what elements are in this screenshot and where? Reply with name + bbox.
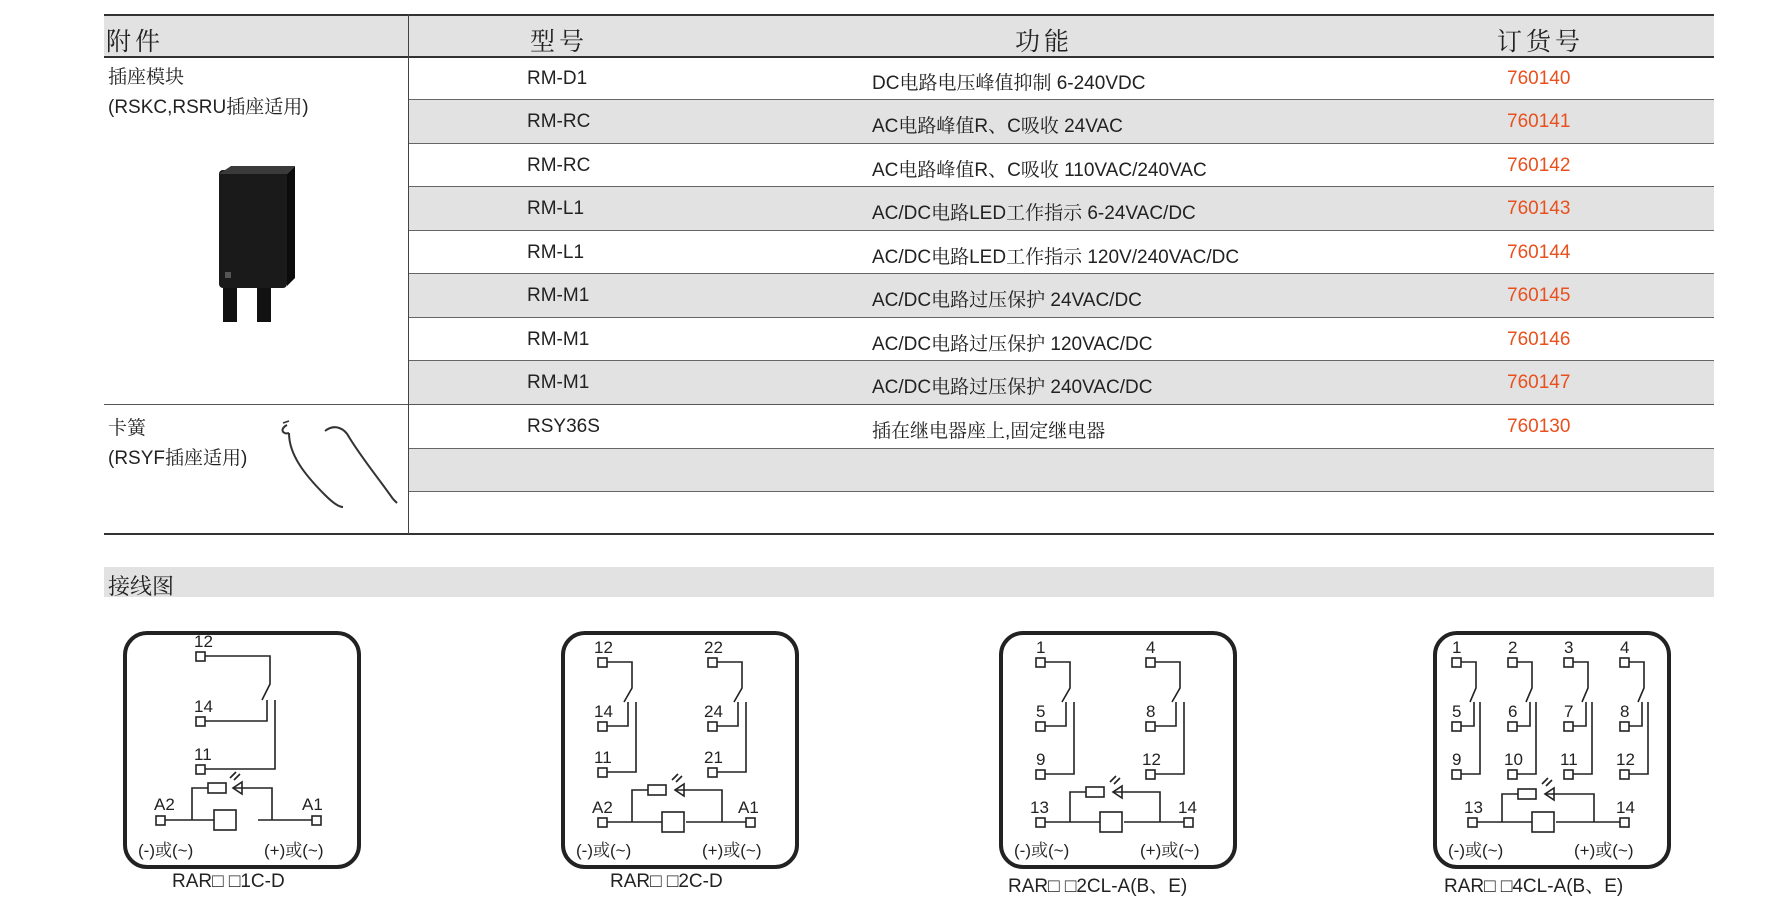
function-cell: DC电路电压峰值抑制 6-240VDC xyxy=(872,73,1146,94)
pin-label: 12 xyxy=(194,632,213,651)
function-cell: AC/DC电路LED工作指示 120V/240VAC/DC xyxy=(872,247,1240,268)
header-accessory: 附件 xyxy=(106,28,165,56)
pin-label: 13 xyxy=(1030,798,1049,817)
order-number-cell: 760145 xyxy=(1507,285,1571,306)
polarity-left: (-)或(~) xyxy=(576,841,632,860)
pin-label: 9 xyxy=(1452,750,1462,769)
pin-label: 12 xyxy=(1616,750,1635,769)
polarity-left: (-)或(~) xyxy=(1448,841,1504,860)
pin-label: 11 xyxy=(594,748,612,767)
order-number-cell: 760130 xyxy=(1507,416,1571,437)
model-cell: RM-M1 xyxy=(527,372,590,393)
header-model: 型号 xyxy=(530,28,589,56)
group-name-clip: 卡簧 xyxy=(108,418,147,439)
pin-label: 11 xyxy=(194,745,212,764)
header-function: 功能 xyxy=(1015,28,1074,56)
pin-label: A1 xyxy=(738,798,759,817)
order-number-cell: 760144 xyxy=(1507,242,1571,263)
polarity-left: (-)或(~) xyxy=(138,841,194,860)
wiring-diagram-4cl xyxy=(1432,630,1672,870)
function-cell: AC/DC电路过压保护 24VAC/DC xyxy=(872,290,1142,311)
function-cell: AC电路峰值R、C吸收 24VAC xyxy=(872,116,1123,137)
pin-label: 3 xyxy=(1564,638,1574,657)
retaining-clip-image xyxy=(275,415,405,515)
model-cell: RM-M1 xyxy=(527,329,590,350)
diagram-caption: RAR□ □2C-D xyxy=(610,871,723,892)
pin-label: 8 xyxy=(1620,702,1630,721)
model-cell: RSY36S xyxy=(527,416,600,437)
pin-label: 24 xyxy=(704,702,723,721)
model-cell: RM-RC xyxy=(527,155,591,176)
pin-label: 1 xyxy=(1452,638,1462,657)
polarity-left: (-)或(~) xyxy=(1014,841,1070,860)
pin-label: 5 xyxy=(1452,702,1462,721)
wiring-section-title: 接线图 xyxy=(108,574,175,599)
pin-label: 14 xyxy=(594,702,613,721)
order-number-cell: 760140 xyxy=(1507,68,1571,89)
group-note-clip: (RSYF插座适用) xyxy=(108,448,248,469)
diagram-caption: RAR□ □1C-D xyxy=(172,871,285,892)
function-cell: AC电路峰值R、C吸收 110VAC/240VAC xyxy=(872,160,1207,181)
diagram-caption: RAR□ □2CL-A(B、E) xyxy=(1008,876,1188,897)
pin-label: 4 xyxy=(1146,638,1156,657)
order-number-cell: 760147 xyxy=(1507,372,1571,393)
function-cell: AC/DC电路过压保护 240VAC/DC xyxy=(872,377,1153,398)
wiring-diagram-2c xyxy=(560,630,800,870)
pin-label: 21 xyxy=(704,748,723,767)
pin-label: A1 xyxy=(302,795,323,814)
pin-label: 13 xyxy=(1464,798,1483,817)
group-name-socket-module: 插座模块 xyxy=(108,67,185,88)
model-cell: RM-D1 xyxy=(527,68,588,89)
pin-label: 12 xyxy=(594,638,613,657)
polarity-right: (+)或(~) xyxy=(1140,841,1200,860)
pin-label: 2 xyxy=(1508,638,1518,657)
pin-label: 14 xyxy=(1616,798,1635,817)
model-cell: RM-L1 xyxy=(527,198,585,219)
model-cell: RM-M1 xyxy=(527,285,590,306)
polarity-right: (+)或(~) xyxy=(702,841,762,860)
wiring-title-band xyxy=(104,567,1714,597)
polarity-right: (+)或(~) xyxy=(264,841,324,860)
pin-label: A2 xyxy=(592,798,613,817)
pin-label: 7 xyxy=(1564,702,1574,721)
pin-label: 6 xyxy=(1508,702,1518,721)
polarity-right: (+)或(~) xyxy=(1574,841,1634,860)
relay-module-image xyxy=(205,160,305,330)
order-number-cell: 760142 xyxy=(1507,155,1571,176)
diagram-caption: RAR□ □4CL-A(B、E) xyxy=(1444,876,1624,897)
wiring-diagram-2cl xyxy=(998,630,1238,870)
pin-label: 12 xyxy=(1142,750,1161,769)
order-number-cell: 760146 xyxy=(1507,329,1571,350)
order-number-cell: 760143 xyxy=(1507,198,1571,219)
order-number-cell: 760141 xyxy=(1507,111,1571,132)
pin-label: 14 xyxy=(1178,798,1197,817)
header-band xyxy=(104,16,1714,56)
function-cell: AC/DC电路LED工作指示 6-24VAC/DC xyxy=(872,203,1196,224)
pin-label: 8 xyxy=(1146,702,1156,721)
group-note-socket-module: (RSKC,RSRU插座适用) xyxy=(108,97,309,118)
pin-label: 11 xyxy=(1560,750,1578,769)
function-cell: 插在继电器座上,固定继电器 xyxy=(872,421,1106,442)
pin-label: 10 xyxy=(1504,750,1523,769)
pin-label: A2 xyxy=(154,795,175,814)
model-cell: RM-L1 xyxy=(527,242,585,263)
pin-label: 22 xyxy=(704,638,723,657)
pin-label: 4 xyxy=(1620,638,1630,657)
pin-label: 9 xyxy=(1036,750,1046,769)
model-cell: RM-RC xyxy=(527,111,591,132)
wiring-diagram-1c xyxy=(122,630,362,870)
function-cell: AC/DC电路过压保护 120VAC/DC xyxy=(872,334,1153,355)
pin-label: 5 xyxy=(1036,702,1046,721)
header-order: 订货号 xyxy=(1497,28,1585,56)
pin-label: 1 xyxy=(1036,638,1046,657)
pin-label: 14 xyxy=(194,697,213,716)
